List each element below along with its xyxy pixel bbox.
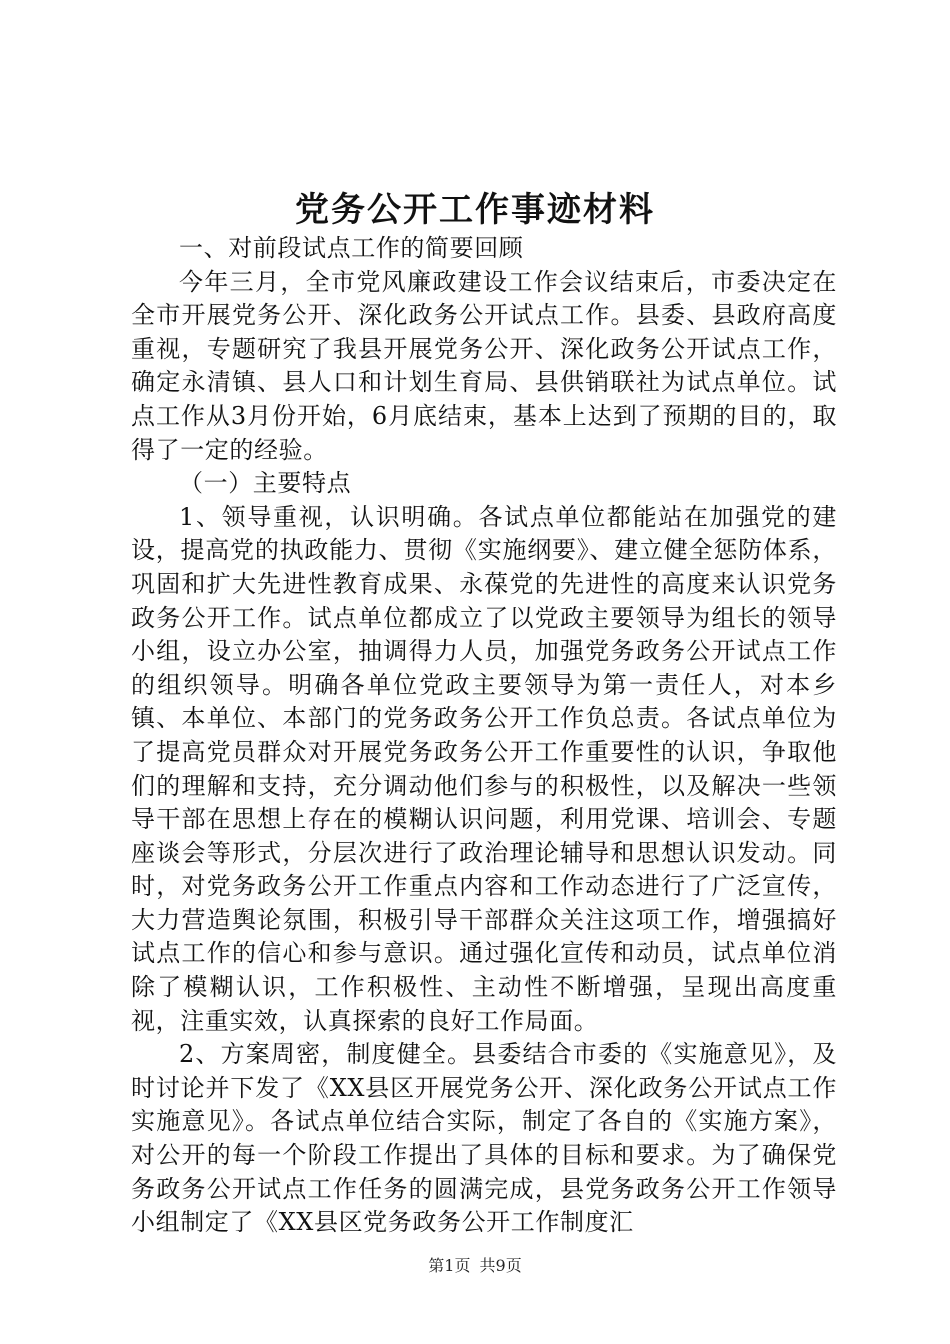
- page-footer: [0, 1254, 950, 1278]
- paragraph: 1、领导重视，认识明确。各试点单位都能站在加强党的建设，提高党的执政能力、贯彻《实施纲要》、建立健全惩防体系，巩固和扩大先进性教育成果、永葆党的先进性的高度来认识党务政务公开工作。试点单位都成立了以党政主要领导为组长的领导小组，设立办公室，抽调得力人员，加强党务政务公开试点工作的组织领导。明确各单位党政主要领导为第一责任人，对本乡镇、本单位、本部门的党务政务公开工作负总责。各试点单位为了提高党员群众对开展党务政务公开工作重要性的认识，争取他们的理解和支持，充分调动他们参与的积极性，以及解决一些领导干部在思想上存在的模糊认识问题，利用党课、培训会、专题座谈会等形式，分层次进行了政治理论辅导和思想认识发动。同时，对党务政务公开工作重点内容和工作动态进行了广泛宣传，大力营造舆论氛围，积极引导干部群众关注这项工作，增强搞好试点工作的信心和参与意识。通过强化宣传和动员，试点单位消除了模糊认识，工作积极性、主动性不断增强，呈现出高度重视，注重实效，认真探索的良好工作局面。: [131, 502, 837, 1035]
- page-number: 第1页: [428, 1256, 471, 1275]
- page-total: 共9页: [479, 1256, 522, 1275]
- section-heading: 一、对前段试点工作的简要回顾: [179, 234, 524, 262]
- subsection-heading: （一）主要特点: [179, 469, 352, 498]
- document-body: [131, 232, 837, 1240]
- document-title: 党务公开工作事迹材料: [295, 190, 655, 230]
- paragraph: 2、方案周密，制度健全。县委结合市委的《实施意见》，及时讨论并下发了《XX县区开展党务公开、深化政务公开试点工作实施意见》。各试点单位结合实际，制定了各自的《实施方案》，对公开的每一个阶段工作提出了具体的目标和要求。为了确保党务政务公开试点工作任务的圆满完成，县党务政务公开工作领导小组制定了《XX县区党务政务公开工作制度汇: [131, 1040, 837, 1237]
- paragraph: 今年三月，全市党风廉政建设工作会议结束后，市委决定在全市开展党务公开、深化政务公开试点工作。县委、县政府高度重视，专题研究了我县开展党务公开、深化政务公开试点工作，确定永清镇、县人口和计划生育局、县供销联社为试点单位。试点工作从3月份开始，6月底结束，基本上达到了预期的目的，取得了一定的经验。: [131, 267, 837, 464]
